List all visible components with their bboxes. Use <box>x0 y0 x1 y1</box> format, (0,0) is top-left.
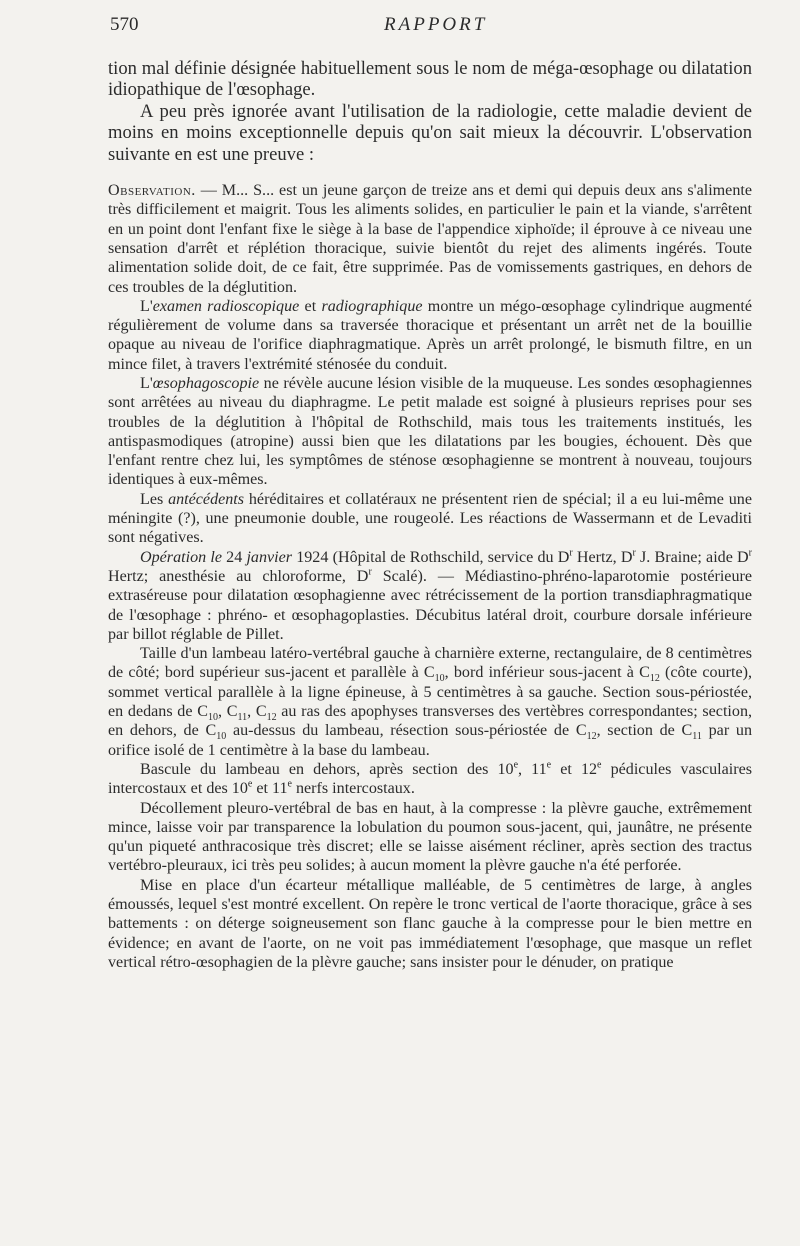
text-run: Hertz; anesthésie au chloroforme, D <box>108 567 369 585</box>
intro-paragraph-2: A peu près ignorée avant l'utilisation de la radiologie, cette maladie devient de moins en moins exceptionnelle depuis qu'on sait mieux la découvrir. L'observation suivante en est une preuve : <box>108 100 752 165</box>
text-run: L' <box>140 297 153 315</box>
subscript: 12 <box>649 673 660 685</box>
text-run: , 11 <box>518 760 547 778</box>
observation-paragraph-8: Décollement pleuro-vertébral de bas en haut, à la compresse : la plèvre gauche, extrêmement mince, laisse voir par transparence la lobulation du poumon sous-jacent, qui, jaunâtre, ne présente qu'un piqueté anthracosique très discret; elle se laisse aisément récliner, après section des tractus vertébro-pleuraux, ici très peu solides; à aucun moment la plèvre gauche n'a été perforée. <box>108 799 752 875</box>
subscript: 10 <box>434 673 445 685</box>
subscript: 11 <box>692 731 702 743</box>
text-run: , C <box>247 703 267 721</box>
text-run: 1924 (Hôpital de Rothschild, service du D <box>292 548 570 566</box>
subscript: 10 <box>207 712 218 724</box>
italic-term: œsophagoscopie <box>152 375 260 392</box>
text-run: , section de C <box>596 722 693 740</box>
italic-term: janvier <box>246 548 293 566</box>
observation-text-1: — M... S... est un jeune garçon de treize ans et demi qui depuis deux ans s'alimente très difficilement et maigrit. Tous les aliments solides, en particulier le pain et la viande, s'arrêtent en un point dont l'enfant fixe le siège à la base de l'appendice xiphoïde; il éprouve à ce niveau une sensation d'arrêt et réplétion thoracique, suivie bientôt du rejet des aliments ingérés. Toute alimentation solide doit, de ce fait, être supprimée. Pas de vomissements gastriques, en dehors de ces troubles de la déglutition. <box>108 182 752 296</box>
subscript: 10 <box>216 731 227 743</box>
text-run: nerfs intercostaux. <box>291 780 415 798</box>
observation-paragraph-4 <box>108 490 752 548</box>
text-run: par un orifice isolé de 1 centimètre à la base du lambeau. <box>108 722 752 759</box>
text-run: et 12 <box>551 760 598 778</box>
page-header <box>110 14 752 44</box>
observation-paragraph-2 <box>108 297 752 374</box>
text-run: , bord inférieur sous-jacent à C <box>444 664 650 682</box>
text-run: , C <box>217 703 238 721</box>
text-run: (côte courte), sommet vertical parallèle à la ligne épineuse, à 5 centimètres à sa gauche. Section sous-périostée, en dedans de C <box>108 664 752 721</box>
observation-section <box>108 181 752 972</box>
running-head: RAPPORT <box>384 14 488 35</box>
text-run: ne révèle aucune lésion visible de la muqueuse. Les sondes œsophagiennes sont arrêtées au niveau du diaphragme. Le petit malade est soigné à plusieurs reprises pour ses troubles de la déglutition à l'hôpital de Rothschild, mais tous les traitements institués, les antispasmodiques (atropine) aussi bien que les dilatations par les bougies, échouent. Dès que l'enfant rentre chez lui, les symptômes de sténose œsophagienne se montrent à nouveau, toujours identiques à eux-mêmes. <box>108 375 752 489</box>
text-run: au-dessus du lambeau, résection sous-périostée de C <box>226 722 587 740</box>
page-number: 570 <box>110 14 139 35</box>
text-run: L' <box>140 375 153 392</box>
observation-paragraph-1 <box>108 181 752 297</box>
text-run: pédicules vasculaires intercostaux et des 10 <box>108 760 752 798</box>
text-run: Bascule du lambeau en dehors, après section des 10 <box>140 760 514 778</box>
italic-term: radiographique <box>321 297 423 315</box>
text-run: Les <box>140 490 169 508</box>
observation-paragraph-3 <box>108 374 752 490</box>
superscript: e <box>513 759 519 771</box>
text-run: et 11 <box>252 780 288 798</box>
superscript: e <box>287 778 292 790</box>
superscript: e <box>247 778 253 790</box>
observation-paragraph-6 <box>108 644 752 760</box>
text-run: au ras des apophyses transverses des vertèbres correspondantes; section, en dehors, de C <box>108 703 753 740</box>
text-run: et <box>299 297 322 315</box>
superscript: r <box>368 566 372 578</box>
superscript: r <box>748 547 753 559</box>
text-run: Scalé). — Médiastino-phréno-laparotomie postérieure extraséreuse pour dilatation œsophagienne avec rétrécissement de la portion transdiaphragmatique de l'œsophage : phréno- et œsophagoplasties. Décubitus latéral droit, courbure dorsale inférieure par billot réglable de Pillet. <box>108 567 752 643</box>
subscript: 12 <box>266 712 277 724</box>
italic-term: antécédents <box>168 490 245 508</box>
text-run: Taille d'un lambeau latéro-vertébral gauche à charnière externe, rectangulaire, de 8 centimètres de côté; bord supérieur sus-jacent et parallèle à C <box>108 645 752 682</box>
text-run: montre un mégo-œsophage cylindrique augmenté régulièrement de volume dans sa traversée thoracique et présentant un arrêt net de la bouillie opaque au niveau de l'orifice diaphragmatique. Après un arrêt prolongé, le bismuth filtre, en un mince filet, à travers l'extrémité sténosée du conduit. <box>108 297 752 373</box>
intro-section <box>108 58 752 165</box>
text-run: J. Braine; aide D <box>635 548 749 566</box>
superscript: e <box>546 759 552 771</box>
observation-paragraph-7 <box>108 760 752 799</box>
subscript: 11 <box>237 712 248 724</box>
superscript: r <box>632 547 636 559</box>
observation-paragraph-9: Mise en place d'un écarteur métallique malléable, de 5 centimètres de large, à angles émoussés, lequel s'est montré excellent. On repère le tronc vertical de l'aorte thoracique, grâce à ses battements : on déterge soigneusement son flanc gauche à la compresse pour le bien mettre en évidence; en avant de l'aorte, on ne voit pas immédiatement l'œsophage, que masque un reflet vertical rétro-œsophagien de la plèvre gauche; sans insister pour le dénuder, on pratique <box>108 876 752 971</box>
superscript: e <box>597 759 602 771</box>
text-run: héréditaires et collatéraux ne présentent rien de spécial; il a eu lui-même une méningite (?), une pneumonie double, une rougeolé. Les réactions de Wassermann et de Levaditi sont négatives. <box>108 490 752 547</box>
intro-paragraph-1: tion mal définie désignée habituellement sous le nom de méga-œsophage ou dilatation idiopathique de l'œsophage. <box>108 58 752 101</box>
observation-paragraph-5 <box>108 548 752 644</box>
text-run: 24 <box>221 548 247 566</box>
italic-term: Opération le <box>140 548 222 566</box>
italic-term: examen radioscopique <box>152 297 300 315</box>
observation-label: Observation. <box>108 182 196 200</box>
text-run: Hertz, D <box>572 548 633 566</box>
body-text <box>108 58 752 972</box>
subscript: 12 <box>586 731 597 743</box>
superscript: r <box>569 547 573 559</box>
